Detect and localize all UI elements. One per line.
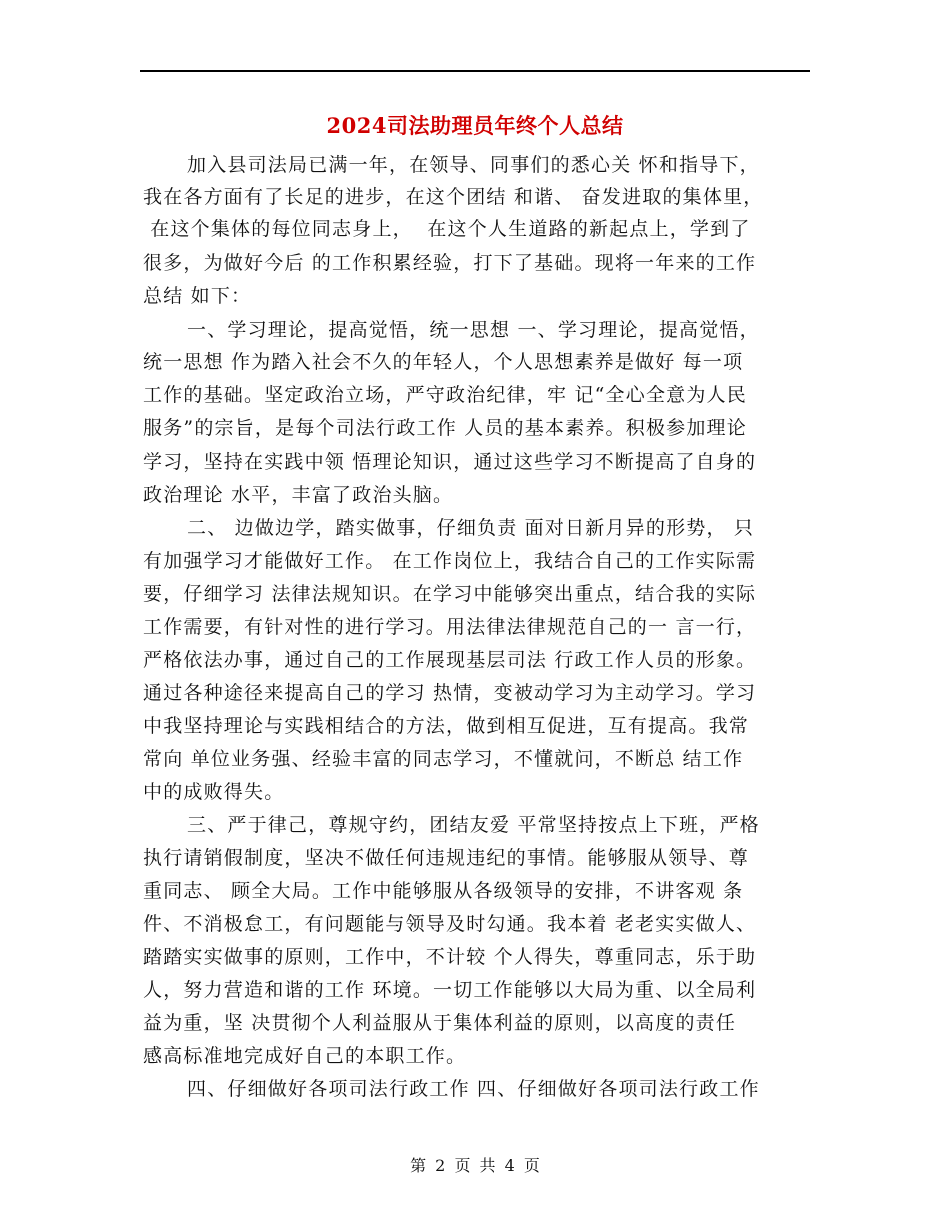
body-line: 一、学习理论，提高觉悟，统一思想 一、学习理论，提高觉悟， xyxy=(187,319,760,341)
body-line: 感高标准地完成好自己的本职工作。 xyxy=(143,1045,467,1067)
body-line: 中的成败得失。 xyxy=(143,781,285,803)
body-line: 很多，为做好今后 的工作积累经验，打下了基础。现将一年来的工作 xyxy=(143,252,757,274)
body-line: 中我坚持理论与实践相结合的方法，做到相互促进，互有提高。我常 xyxy=(143,715,750,737)
body-line: 严格依法办事，通过自己的工作展现基层司法 行政工作人员的形象。 xyxy=(143,649,757,671)
header-rule xyxy=(140,70,810,72)
body-line: 通过各种途径来提高自己的学习 热情，变被动学习为主动学习。学习 xyxy=(143,682,757,704)
body-line: 踏踏实实做事的原则，工作中，不计较 个人得失，尊重同志，乐于助 xyxy=(143,946,757,968)
body-line: 政治理论 水平，丰富了政治头脑。 xyxy=(143,484,454,506)
body-line: 三、严于律己，尊规守约，团结友爱 平常坚持按点上下班，严格 xyxy=(187,814,760,836)
body-line: 四、仔细做好各项司法行政工作 四、仔细做好各项司法行政工作 xyxy=(187,1078,760,1100)
body-line: 工作需要，有针对性的进行学习。用法律法律规范自己的一 言一行， xyxy=(143,616,757,638)
body-line: 常向 单位业务强、经验丰富的同志学习，不懂就问，不断总 结工作 xyxy=(143,748,744,770)
body-line: 重同志、 顾全大局。工作中能够服从各级领导的安排，不讲客观 条 xyxy=(143,880,744,902)
body-line: 人，努力营造和谐的工作 环境。一切工作能够以大局为重、以全局利 xyxy=(143,979,757,1001)
body-line: 执行请销假制度，坚决不做任何违规违纪的事情。能够服从领导、尊 xyxy=(143,847,750,869)
body-line: 二、 边做边学，踏实做事，仔细负责 面对日新月异的形势， 只 xyxy=(187,517,755,539)
body-line: 总结 如下： xyxy=(143,285,252,307)
body-line: 在这个集体的每位同志身上， 在这个人生道路的新起点上，学到了 xyxy=(143,218,751,240)
document-title: 2024司法助理员年终个人总结 xyxy=(326,113,624,138)
body-line: 学习，坚持在实践中领 悟理论知识，通过这些学习不断提高了自身的 xyxy=(143,451,757,473)
body-line: 服务”的宗旨，是每个司法行政工作 人员的基本素养。积极参加理论 xyxy=(143,417,747,439)
body-line: 加入县司法局已满一年，在领导、同事们的悉心关 怀和指导下， xyxy=(187,154,760,176)
body-line: 件、不消极怠工，有问题能与领导及时勾通。我本着 老老实实做人、 xyxy=(143,913,757,935)
body-line: 有加强学习才能做好工作。 在工作岗位上，我结合自己的工作实际需 xyxy=(143,550,757,572)
page-number: 第 2 页 共 4 页 xyxy=(410,1156,540,1175)
body-line: 益为重，坚 决贯彻个人利益服从于集体利益的原则，以高度的责任 xyxy=(143,1012,737,1034)
body-line: 要，仔细学习 法律法规知识。在学习中能够突出重点，结合我的实际 xyxy=(143,583,757,605)
body-line: 工作的基础。坚定政治立场，严守政治纪律，牢 记“全心全意为人民 xyxy=(143,384,747,406)
body-line: 我在各方面有了长足的进步，在这个团结 和谐、 奋发进取的集体里， xyxy=(143,186,764,208)
body-line: 统一思想 作为踏入社会不久的年轻人，个人思想素养是做好 每一项 xyxy=(143,351,744,373)
